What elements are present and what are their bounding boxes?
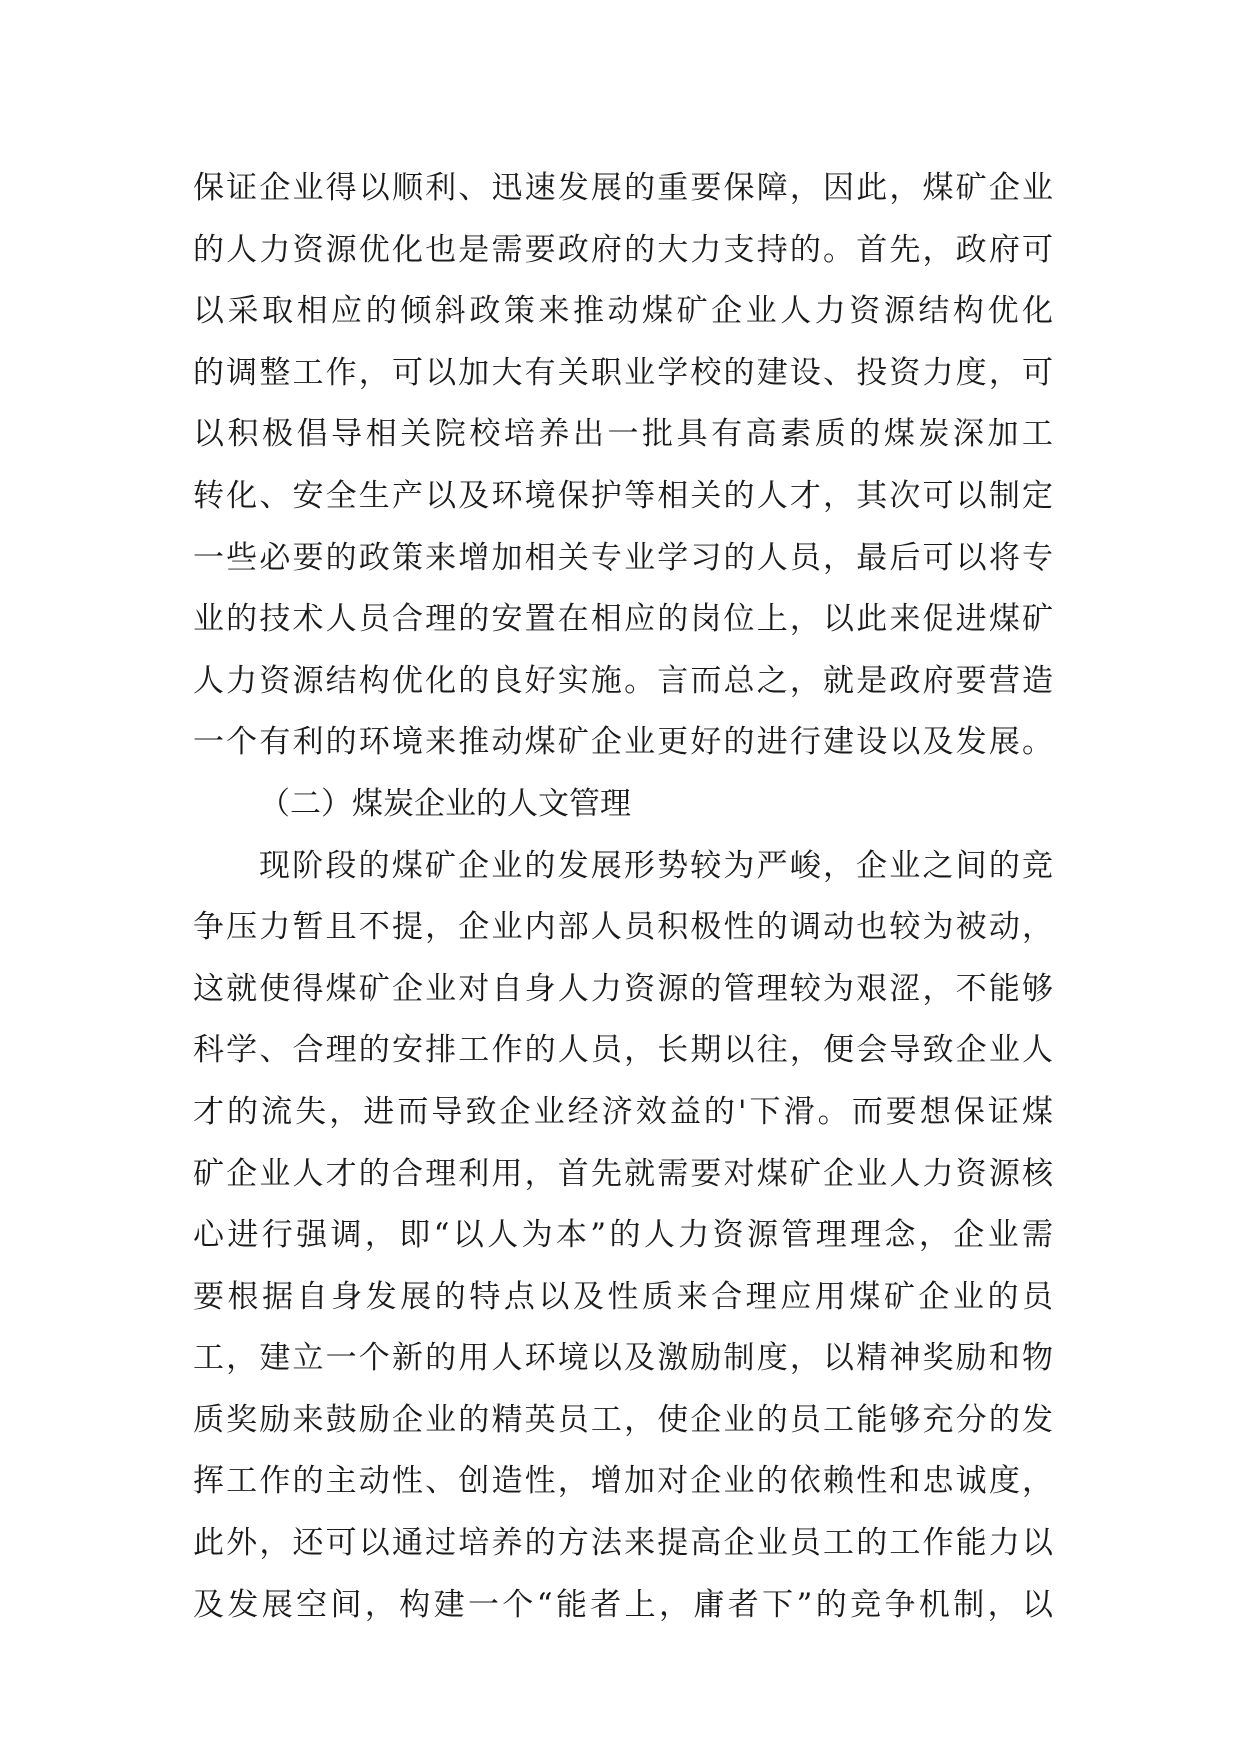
text-line: 一些必要的政策来增加相关专业学习的人员，最后可以将专 — [193, 539, 1053, 576]
section-heading: （二）煤炭企业的人文管理 — [259, 785, 631, 822]
paragraph-government-support — [193, 158, 1053, 774]
text-line: 及发展空间，构建一个“能者上，庸者下”的竞争机制，以 — [193, 1586, 1053, 1623]
text-line: 这就使得煤矿企业对自身人力资源的管理较为艰涩，不能够 — [193, 970, 1053, 1007]
text-line: 以采取相应的倾斜政策来推动煤矿企业人力资源结构优化 — [193, 293, 1053, 330]
text-line: 质奖励来鼓励企业的精英员工，使企业的员工能够充分的发 — [193, 1401, 1053, 1438]
document-body — [193, 158, 1053, 1636]
text-line: 要根据自身发展的特点以及性质来合理应用煤矿企业的员 — [193, 1278, 1053, 1315]
text-line: 才的流失，进而导致企业经济效益的'下滑。而要想保证煤 — [193, 1093, 1053, 1130]
text-line: 以积极倡导相关院校培养出一批具有高素质的煤炭深加工 — [193, 416, 1053, 453]
text-line: 人力资源结构优化的良好实施。言而总之，就是政府要营造 — [193, 662, 1053, 699]
text-line: 心进行强调，即“以人为本”的人力资源管理理念，企业需 — [193, 1217, 1053, 1254]
text-line: 业的技术人员合理的安置在相应的岗位上，以此来促进煤矿 — [193, 601, 1053, 638]
text-line: 工，建立一个新的用人环境以及激励制度，以精神奖励和物 — [193, 1340, 1053, 1377]
text-line: 矿企业人才的合理利用，首先就需要对煤矿企业人力资源核 — [193, 1155, 1053, 1192]
text-line: 保证企业得以顺利、迅速发展的重要保障，因此，煤矿企业 — [193, 170, 1053, 206]
text-line: 此外，还可以通过培养的方法来提高企业员工的工作能力以 — [193, 1525, 1053, 1562]
text-line: 挥工作的主动性、创造性，增加对企业的依赖性和忠诚度， — [193, 1463, 1053, 1500]
text-line: 的调整工作，可以加大有关职业学校的建设、投资力度，可 — [193, 354, 1053, 391]
text-line: 转化、安全生产以及环境保护等相关的人才，其次可以制定 — [193, 477, 1053, 514]
paragraph-humanistic-management — [193, 836, 1053, 1637]
text-line: 现阶段的煤矿企业的发展形势较为严峻，企业之间的竞 — [259, 847, 1053, 884]
text-line: 争压力暂且不提，企业内部人员积极性的调动也较为被动， — [193, 909, 1053, 946]
text-line: 科学、合理的安排工作的人员，长期以往，便会导致企业人 — [193, 1032, 1053, 1069]
text-line: 的人力资源优化也是需要政府的大力支持的。首先，政府可 — [193, 231, 1053, 268]
text-line: 一个有利的环境来推动煤矿企业更好的进行建设以及发展。 — [193, 724, 1053, 761]
